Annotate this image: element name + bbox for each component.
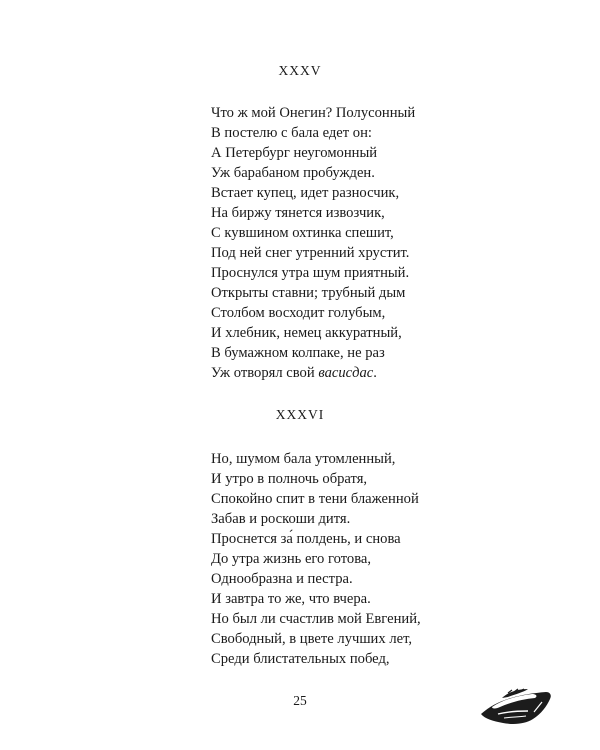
verse-line: Проснулся утра шум приятный. — [211, 265, 410, 281]
verse-line: И завтра то же, что вчера. — [211, 591, 371, 607]
verse-line: Что ж мой Онегин? Полусонный — [211, 105, 416, 121]
page-number: 25 — [293, 693, 307, 708]
stanza-xxxv-verse — [211, 103, 415, 383]
slipper-ornament-icon — [478, 684, 554, 728]
verse-line: И утро в полночь обратя, — [211, 471, 368, 487]
verse-line: Но, шумом бала утомленный, — [211, 451, 396, 467]
verse-line: На биржу тянется извозчик, — [211, 205, 385, 221]
verse-line: С кувшином охтинка спешит, — [211, 225, 394, 241]
verse-line: Среди блистательных побед, — [211, 651, 390, 667]
verse-line: До утра жизнь его готова, — [211, 551, 372, 567]
verse-line: Проснется за́ полдень, и снова — [211, 531, 401, 547]
verse-line: Но был ли счастлив мой Евгений, — [211, 611, 421, 627]
stanza-title-xxxv: XXXV — [278, 63, 322, 78]
verse-line: В бумажном колпаке, не раз — [211, 345, 385, 361]
verse-line: Спокойно спит в тени блаженной — [211, 491, 419, 507]
verse-word-italic: васисдас — [318, 365, 374, 381]
verse-line: Под ней снег утренний хрустит. — [211, 245, 410, 261]
verse-line: Открыты ставни; трубный дым — [211, 285, 406, 301]
verse-line: В постелю с бала едет он: — [211, 125, 372, 141]
verse-line-last — [211, 363, 415, 383]
verse-line: Свободный, в цвете лучших лет, — [211, 631, 413, 647]
verse-line: Однообразна и пестра. — [211, 571, 353, 587]
verse-line: А Петербург неугомонный — [211, 145, 378, 161]
verse-line-last-prefix: Уж отворял свой — [211, 365, 319, 381]
verse-line: И хлебник, немец аккуратный, — [211, 325, 402, 341]
verse-line-last-suffix: . — [373, 365, 377, 381]
verse-line: Уж барабаном пробужден. — [211, 165, 375, 181]
verse-line: Встает купец, идет разносчик, — [211, 185, 400, 201]
verse-line: Забав и роскоши дитя. — [211, 511, 351, 527]
stanza-title-xxxvi: XXXVI — [275, 407, 325, 422]
stanza-xxxvi-verse — [211, 449, 421, 669]
verse-line: Столбом восходит голубым, — [211, 305, 386, 321]
